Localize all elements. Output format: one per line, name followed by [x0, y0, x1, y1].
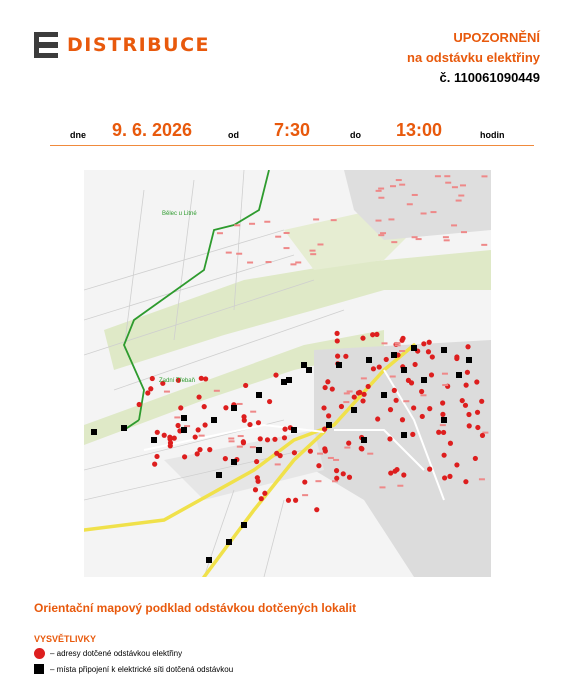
- connection-point-marker: [441, 347, 447, 353]
- house-number-mark: [184, 425, 190, 427]
- address-marker: [388, 407, 393, 412]
- address-marker: [193, 434, 198, 439]
- legend-title: VYSVĚTLIVKY: [34, 634, 97, 644]
- address-marker: [254, 459, 259, 464]
- house-number-mark: [317, 243, 323, 245]
- address-marker: [346, 441, 351, 446]
- connection-point-marker: [381, 392, 387, 398]
- legend-label-addresses: – adresy dotčené odstávkou elektřiny: [50, 648, 183, 658]
- house-number-mark: [174, 416, 180, 418]
- address-marker: [253, 487, 258, 492]
- connection-point-marker: [421, 377, 427, 383]
- to-time: 13:00: [396, 120, 443, 140]
- house-number-mark: [236, 253, 242, 255]
- house-number-mark: [378, 188, 384, 190]
- address-marker: [242, 418, 247, 423]
- connection-point-marker: [351, 407, 357, 413]
- black-square-icon: [34, 664, 44, 674]
- address-marker: [480, 433, 485, 438]
- address-marker: [308, 449, 313, 454]
- address-marker: [371, 366, 376, 371]
- address-marker: [384, 357, 389, 362]
- connection-point-marker: [291, 427, 297, 433]
- address-marker: [150, 376, 155, 381]
- connection-point-marker: [226, 539, 232, 545]
- address-marker: [162, 433, 167, 438]
- house-number-mark: [442, 373, 448, 375]
- address-marker: [334, 468, 339, 473]
- notice-number: č. 110061090449: [439, 70, 540, 85]
- address-marker: [267, 399, 272, 404]
- address-marker: [442, 453, 447, 458]
- house-number-mark: [217, 232, 223, 234]
- address-marker: [282, 427, 287, 432]
- address-marker: [474, 379, 479, 384]
- address-marker: [202, 422, 207, 427]
- address-marker: [262, 491, 267, 496]
- address-marker: [148, 386, 153, 391]
- address-marker: [473, 456, 478, 461]
- address-marker: [426, 349, 431, 354]
- address-marker: [207, 447, 212, 452]
- map-caption: Orientační mapový podklad odstávkou dotčených lokalit: [34, 601, 357, 615]
- outage-date: 9. 6. 2026: [112, 120, 193, 140]
- outage-schedule: [50, 116, 534, 146]
- address-marker: [286, 498, 291, 503]
- address-marker: [440, 412, 445, 417]
- address-marker: [241, 440, 246, 445]
- connection-point-marker: [456, 372, 462, 378]
- house-number-mark: [264, 221, 270, 223]
- house-number-mark: [376, 190, 382, 192]
- address-marker: [339, 404, 344, 409]
- house-number-mark: [376, 220, 382, 222]
- address-marker: [323, 385, 328, 390]
- connection-point-marker: [336, 362, 342, 368]
- connection-point-marker: [441, 417, 447, 423]
- address-marker: [413, 362, 418, 367]
- legend-item-addresses: [34, 647, 182, 659]
- address-marker: [347, 475, 352, 480]
- address-marker: [314, 507, 319, 512]
- house-number-mark: [317, 453, 323, 455]
- connection-point-marker: [211, 417, 217, 423]
- address-marker: [197, 447, 202, 452]
- connection-point-marker: [466, 357, 472, 363]
- address-marker: [427, 406, 432, 411]
- house-number-mark: [456, 200, 462, 202]
- address-marker: [392, 388, 397, 393]
- house-number-mark: [403, 400, 409, 402]
- address-marker: [273, 372, 278, 377]
- address-marker: [321, 405, 326, 410]
- address-marker: [375, 416, 380, 421]
- address-marker: [479, 399, 484, 404]
- house-number-mark: [302, 494, 308, 496]
- legend-label-connections: – místa připojení k elektrické síti dotčená odstávkou: [50, 664, 234, 674]
- house-number-mark: [391, 241, 397, 243]
- house-number-mark: [315, 480, 321, 482]
- address-marker: [360, 398, 365, 403]
- house-number-mark: [313, 218, 319, 220]
- address-marker: [322, 446, 327, 451]
- address-marker: [465, 344, 470, 349]
- house-number-mark: [238, 435, 244, 437]
- house-number-mark: [442, 384, 448, 386]
- house-number-mark: [397, 485, 403, 487]
- house-number-mark: [249, 223, 255, 225]
- address-marker: [441, 430, 446, 435]
- red-dot-icon: [34, 648, 45, 659]
- address-marker: [454, 356, 459, 361]
- connection-point-marker: [241, 522, 247, 528]
- connection-point-marker: [401, 367, 407, 373]
- address-marker: [335, 338, 340, 343]
- house-number-mark: [461, 231, 467, 233]
- house-number-mark: [275, 236, 281, 238]
- house-number-mark: [399, 350, 405, 352]
- address-marker: [258, 436, 263, 441]
- address-marker: [394, 398, 399, 403]
- house-number-mark: [234, 224, 240, 226]
- house-number-mark: [390, 376, 396, 378]
- house-number-mark: [228, 437, 234, 439]
- address-marker: [154, 454, 159, 459]
- address-marker: [325, 379, 330, 384]
- address-marker: [155, 430, 160, 435]
- address-marker: [466, 412, 471, 417]
- connection-point-marker: [151, 437, 157, 443]
- house-number-mark: [333, 459, 339, 461]
- address-marker: [475, 410, 480, 415]
- house-number-mark: [250, 411, 256, 413]
- address-marker: [419, 389, 424, 394]
- house-number-mark: [396, 179, 402, 181]
- house-number-mark: [347, 390, 353, 392]
- address-marker: [400, 417, 405, 422]
- address-marker: [223, 456, 228, 461]
- connection-point-marker: [216, 472, 222, 478]
- address-marker: [420, 414, 425, 419]
- house-number-mark: [443, 236, 449, 238]
- house-number-mark: [444, 175, 450, 177]
- address-marker: [256, 420, 261, 425]
- address-marker: [326, 413, 331, 418]
- address-marker: [137, 402, 142, 407]
- address-marker: [255, 479, 260, 484]
- address-marker: [421, 341, 426, 346]
- house-number-mark: [226, 252, 232, 254]
- connection-point-marker: [181, 415, 187, 421]
- address-marker: [302, 479, 307, 484]
- address-marker: [168, 443, 173, 448]
- legend-item-connections: [34, 663, 233, 675]
- house-number-mark: [284, 232, 290, 234]
- address-marker: [196, 427, 201, 432]
- address-marker: [359, 446, 364, 451]
- address-marker: [341, 471, 346, 476]
- address-marker: [463, 479, 468, 484]
- address-marker: [377, 364, 382, 369]
- address-marker: [223, 405, 228, 410]
- notice-subtitle: na odstávku elektřiny: [407, 50, 540, 65]
- house-number-mark: [164, 391, 170, 393]
- house-number-mark: [458, 195, 464, 197]
- hours-label: hodin: [480, 130, 505, 140]
- address-marker: [366, 384, 371, 389]
- address-marker: [374, 332, 379, 337]
- address-marker: [387, 436, 392, 441]
- house-number-mark: [407, 203, 413, 205]
- address-marker: [460, 398, 465, 403]
- connection-point-marker: [121, 425, 127, 431]
- house-number-mark: [378, 197, 384, 199]
- house-number-mark: [237, 446, 243, 448]
- house-number-mark: [440, 424, 446, 426]
- house-number-mark: [451, 224, 457, 226]
- address-marker: [447, 474, 452, 479]
- house-number-mark: [310, 250, 316, 252]
- house-number-mark: [328, 457, 334, 459]
- address-marker: [335, 354, 340, 359]
- house-number-mark: [275, 463, 281, 465]
- connection-point-marker: [231, 459, 237, 465]
- house-number-mark: [435, 175, 441, 177]
- house-number-mark: [378, 234, 384, 236]
- address-marker: [475, 425, 480, 430]
- house-number-mark: [283, 247, 289, 249]
- address-marker: [334, 476, 339, 481]
- connection-point-marker: [206, 557, 212, 563]
- house-number-mark: [247, 262, 253, 264]
- house-number-mark: [390, 185, 396, 187]
- notice-header: [407, 28, 540, 88]
- address-marker: [247, 422, 252, 427]
- brand-logo: [34, 30, 210, 60]
- house-number-mark: [266, 261, 272, 263]
- cez-logo-icon: [34, 32, 58, 58]
- address-marker: [442, 475, 447, 480]
- house-number-mark: [460, 184, 466, 186]
- house-number-mark: [421, 212, 427, 214]
- address-marker: [464, 383, 469, 388]
- address-marker: [429, 372, 434, 377]
- address-marker: [202, 404, 207, 409]
- connection-point-marker: [231, 405, 237, 411]
- house-number-mark: [229, 440, 235, 442]
- house-number-mark: [380, 232, 386, 234]
- house-number-mark: [388, 218, 394, 220]
- connection-point-marker: [366, 357, 372, 363]
- address-marker: [152, 462, 157, 467]
- address-marker: [357, 390, 362, 395]
- house-number-mark: [344, 447, 350, 449]
- house-number-mark: [412, 194, 418, 196]
- house-number-mark: [431, 211, 437, 213]
- address-marker: [388, 470, 393, 475]
- address-marker: [436, 430, 441, 435]
- house-number-mark: [481, 175, 487, 177]
- outage-map: [84, 170, 491, 577]
- address-marker: [145, 390, 150, 395]
- address-marker: [199, 376, 204, 381]
- place-label: Zadní Třebaň: [159, 378, 195, 384]
- house-number-mark: [379, 486, 385, 488]
- house-number-mark: [382, 342, 388, 344]
- address-marker: [430, 354, 435, 359]
- address-marker: [172, 436, 177, 441]
- address-marker: [448, 441, 453, 446]
- address-marker: [195, 451, 200, 456]
- connection-point-marker: [91, 429, 97, 435]
- address-marker: [330, 386, 335, 391]
- from-label: od: [228, 130, 239, 140]
- house-number-mark: [214, 390, 220, 392]
- address-marker: [467, 423, 472, 428]
- address-marker: [352, 394, 357, 399]
- address-marker: [454, 462, 459, 467]
- house-number-mark: [452, 186, 458, 188]
- address-marker: [334, 331, 339, 336]
- address-marker: [203, 376, 208, 381]
- address-marker: [440, 400, 445, 405]
- address-marker: [175, 423, 180, 428]
- house-number-mark: [367, 453, 373, 455]
- address-marker: [178, 405, 183, 410]
- house-number-mark: [343, 401, 349, 403]
- house-number-mark: [481, 244, 487, 246]
- house-number-mark: [394, 342, 400, 344]
- address-marker: [293, 498, 298, 503]
- address-marker: [360, 336, 365, 341]
- address-marker: [265, 437, 270, 442]
- house-number-mark: [290, 263, 296, 265]
- place-label: Bělec u Litné: [162, 211, 197, 217]
- house-number-mark: [395, 344, 401, 346]
- address-marker: [411, 405, 416, 410]
- connection-point-marker: [391, 352, 397, 358]
- address-marker: [196, 394, 201, 399]
- address-marker: [427, 467, 432, 472]
- address-marker: [316, 463, 321, 468]
- house-number-mark: [344, 392, 350, 394]
- address-marker: [292, 450, 297, 455]
- address-marker: [465, 370, 470, 375]
- address-marker: [182, 454, 187, 459]
- to-label: do: [350, 130, 361, 140]
- house-number-mark: [444, 239, 450, 241]
- house-number-mark: [310, 253, 316, 255]
- connection-point-marker: [256, 447, 262, 453]
- date-prefix: dne: [70, 130, 87, 140]
- connection-point-marker: [326, 422, 332, 428]
- house-number-mark: [237, 403, 243, 405]
- address-marker: [406, 378, 411, 383]
- address-marker: [282, 435, 287, 440]
- connection-point-marker: [181, 427, 187, 433]
- address-marker: [272, 437, 277, 442]
- house-number-mark: [199, 435, 205, 437]
- address-marker: [259, 496, 264, 501]
- connection-point-marker: [301, 362, 307, 368]
- house-number-mark: [412, 236, 418, 238]
- house-number-mark: [250, 446, 256, 448]
- house-number-mark: [420, 394, 426, 396]
- house-number-mark: [479, 478, 485, 480]
- house-number-mark: [445, 182, 451, 184]
- connection-point-marker: [401, 432, 407, 438]
- connection-point-marker: [256, 392, 262, 398]
- address-marker: [278, 453, 283, 458]
- address-marker: [243, 383, 248, 388]
- address-marker: [410, 432, 415, 437]
- connection-point-marker: [361, 437, 367, 443]
- from-time: 7:30: [274, 120, 311, 140]
- house-number-mark: [331, 219, 337, 221]
- address-marker: [427, 340, 432, 345]
- house-number-mark: [399, 184, 405, 186]
- house-number-mark: [361, 377, 367, 379]
- house-number-mark: [295, 261, 301, 263]
- house-number-mark: [416, 238, 422, 240]
- connection-point-marker: [411, 345, 417, 351]
- brand-name: DISTRIBUCE: [67, 34, 211, 56]
- notice-title: UPOZORNĚNÍ: [453, 30, 540, 45]
- address-marker: [343, 354, 348, 359]
- connection-point-marker: [286, 377, 292, 383]
- address-marker: [463, 403, 468, 408]
- address-marker: [401, 472, 406, 477]
